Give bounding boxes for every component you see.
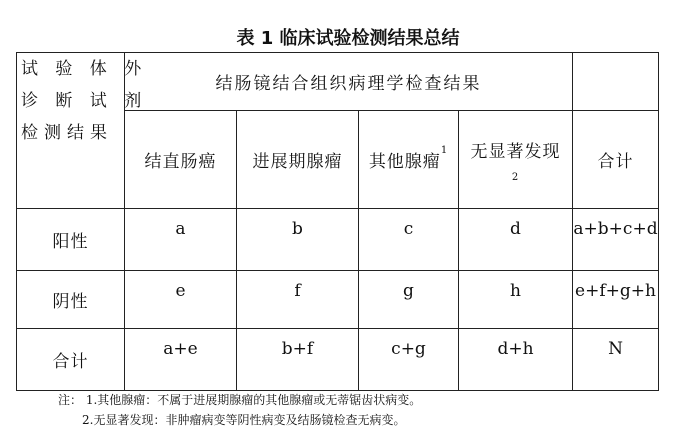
row-label-total: 合计 xyxy=(17,329,125,391)
results-table xyxy=(16,52,659,391)
table-cell: b xyxy=(237,209,359,271)
col-header-no-finding xyxy=(459,111,573,209)
table-cell: d+h xyxy=(459,329,573,391)
table-title: 表 1 临床试验检测结果总结 xyxy=(236,28,460,49)
table-cell: a+e xyxy=(125,329,237,391)
table-cell: N xyxy=(573,329,659,391)
footnote-marker: 2 xyxy=(511,171,520,183)
col-header-crc xyxy=(125,111,237,209)
table-cell: a+b+c+d xyxy=(573,209,659,271)
corner-line-2: 诊 断 试 剂 xyxy=(21,91,148,111)
footnote-marker: 1 xyxy=(440,145,449,156)
corner-line-1: 试 验 体 外 xyxy=(21,59,148,79)
corner-header xyxy=(17,53,148,209)
col-header-advanced-adenoma xyxy=(237,111,359,209)
row-label-negative: 阴性 xyxy=(17,271,125,329)
col-header-total: 合计 xyxy=(573,111,659,209)
table-cell: c xyxy=(359,209,459,271)
col-header-label: 其他腺瘤 xyxy=(368,152,441,172)
corner-line-3: 检测结果 xyxy=(21,123,113,143)
col-header-label: 无显著发现 xyxy=(470,141,561,162)
table-cell: e+f+g+h xyxy=(573,271,659,329)
table-cell: g xyxy=(359,271,459,329)
table-notes xyxy=(58,390,421,430)
note-line-1: 注： 1.其他腺瘤：不属于进展期腺瘤的其他腺瘤或无蒂锯齿状病变。 xyxy=(58,393,422,407)
table-cell: a xyxy=(125,209,237,271)
table-cell: f xyxy=(237,271,359,329)
table-cell: c+g xyxy=(359,329,459,391)
note-line-2: 2.无显著发现：非肿瘤病变等阴性病变及结肠镜检查无病变。 xyxy=(82,413,406,427)
empty-header-cell xyxy=(573,53,659,111)
group-header: 结肠镜结合组织病理学检查结果 xyxy=(125,53,573,111)
row-label-positive: 阳性 xyxy=(17,209,125,271)
table-cell: b+f xyxy=(237,329,359,391)
col-header-other-adenoma xyxy=(359,111,459,209)
table-cell: e xyxy=(125,271,237,329)
table-cell: h xyxy=(459,271,573,329)
col-header-label: 结直肠癌 xyxy=(144,152,217,172)
table-cell: d xyxy=(459,209,573,271)
col-header-label: 进展期腺瘤 xyxy=(252,152,343,172)
